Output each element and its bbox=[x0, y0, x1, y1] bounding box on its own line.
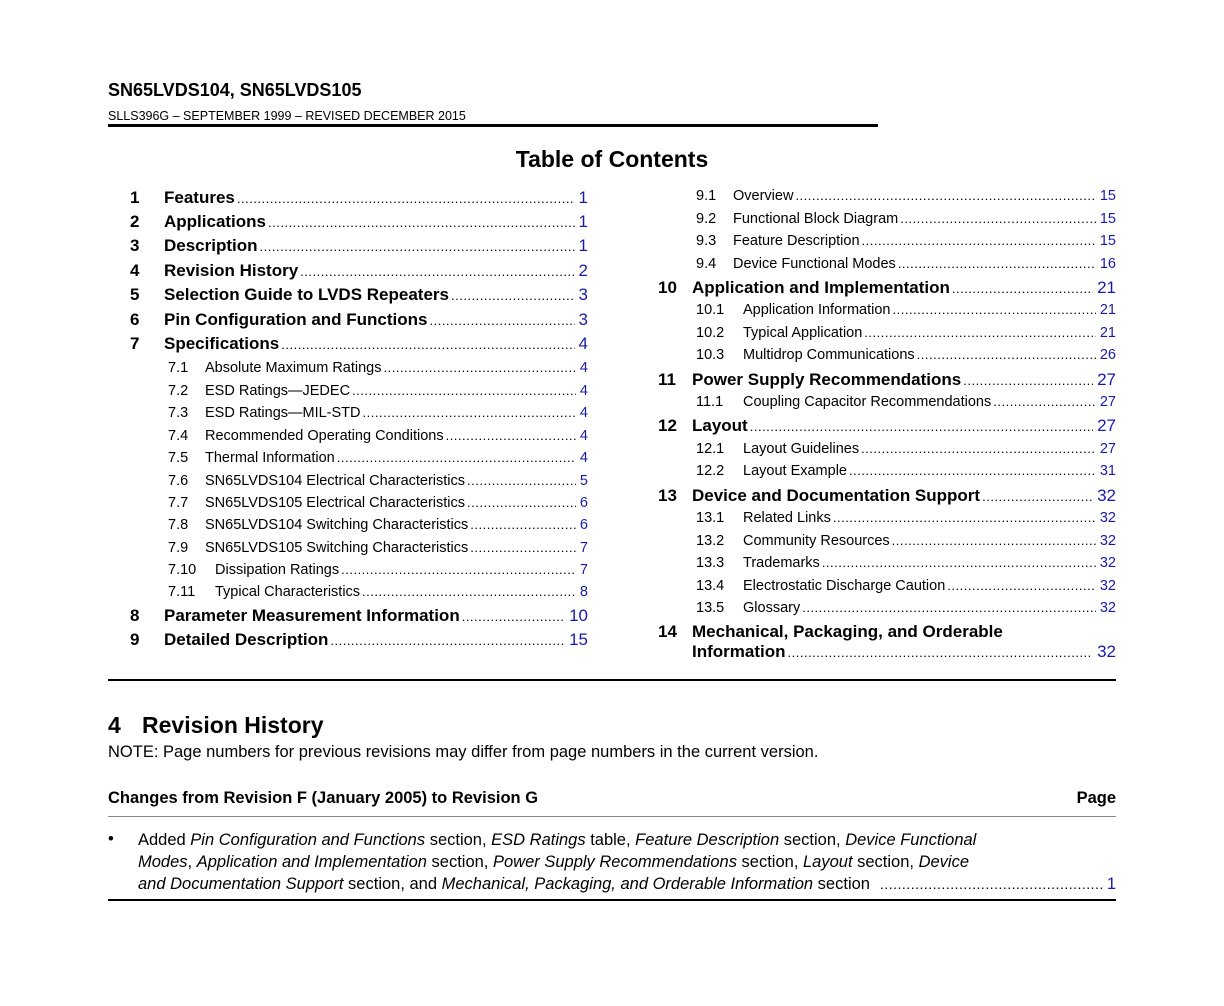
bullet-marker: • bbox=[108, 830, 114, 848]
toc-entry-number: 7.11 bbox=[168, 584, 196, 600]
change-emphasis: and Documentation Support bbox=[138, 875, 344, 893]
toc-page-link[interactable]: 16 bbox=[1099, 256, 1116, 272]
change-text-run: section, and bbox=[343, 875, 442, 893]
toc-entry[interactable] bbox=[130, 630, 588, 650]
toc-entry-number: 7.2 bbox=[168, 383, 189, 399]
toc-title: Table of Contents bbox=[515, 146, 709, 172]
bottom-rule bbox=[108, 899, 1116, 901]
toc-page-link[interactable]: 7 bbox=[579, 562, 588, 578]
dot-leader bbox=[862, 233, 1096, 248]
toc-entry-label: SN65LVDS105 Switching Characteristics bbox=[205, 540, 469, 556]
toc-entry[interactable] bbox=[130, 212, 588, 232]
dot-leader bbox=[337, 450, 576, 465]
toc-page-link[interactable]: 27 bbox=[1099, 441, 1116, 457]
dot-leader bbox=[363, 405, 576, 420]
toc-entry-number: 10.1 bbox=[696, 302, 725, 318]
toc-page-link[interactable]: 15 bbox=[1099, 211, 1116, 227]
toc-entry-label: Selection Guide to LVDS Repeaters bbox=[164, 285, 449, 304]
toc-entry-number: 9.1 bbox=[696, 188, 717, 204]
toc-entry[interactable] bbox=[130, 450, 588, 466]
toc-page-link[interactable]: 32 bbox=[1097, 642, 1116, 661]
toc-page-link[interactable]: 31 bbox=[1099, 463, 1116, 479]
toc-entry-label: Community Resources bbox=[743, 533, 890, 549]
toc-entry-label: Application and Implementation bbox=[692, 278, 950, 297]
toc-entry[interactable] bbox=[130, 334, 588, 354]
page-column-header: Page bbox=[1076, 789, 1116, 807]
toc-entry-label: SN65LVDS104 Electrical Characteristics bbox=[205, 473, 466, 489]
toc-entry-label: Multidrop Communications bbox=[743, 347, 915, 363]
toc-page-link[interactable]: 8 bbox=[579, 584, 588, 600]
dot-leader bbox=[982, 489, 1093, 504]
change-text-run: table, bbox=[585, 831, 636, 849]
toc-entry-number: 7.7 bbox=[168, 495, 189, 511]
toc-entry-label: Pin Configuration and Functions bbox=[164, 310, 428, 329]
toc-entry-label: Power Supply Recommendations bbox=[692, 370, 962, 389]
change-emphasis: Layout bbox=[803, 853, 853, 871]
change-emphasis: Application and Implementation bbox=[196, 853, 427, 871]
toc-entry-number: 13.3 bbox=[696, 555, 725, 571]
document-title: SN65LVDS104, SN65LVDS105 bbox=[108, 80, 362, 100]
toc-page-link[interactable]: 32 bbox=[1099, 600, 1116, 616]
toc-entry-label: ESD Ratings—MIL-STD bbox=[205, 405, 361, 421]
toc-entry-number: 13 bbox=[658, 486, 677, 505]
toc-entry-number: 9.4 bbox=[696, 256, 717, 272]
toc-entry[interactable] bbox=[130, 360, 588, 376]
toc-entry-label: SN65LVDS105 Electrical Characteristics bbox=[205, 495, 466, 511]
toc-entry-label: Functional Block Diagram bbox=[733, 211, 899, 227]
toc-entry[interactable] bbox=[658, 302, 1116, 318]
dot-leader bbox=[861, 441, 1096, 456]
toc-page-link[interactable]: 15 bbox=[1099, 188, 1116, 204]
toc-entry-number: 4 bbox=[130, 261, 140, 280]
toc-page-link[interactable]: 4 bbox=[579, 450, 588, 466]
toc-entry[interactable] bbox=[130, 285, 588, 305]
dot-leader bbox=[849, 463, 1096, 478]
toc-entry-number: 7.1 bbox=[168, 360, 189, 376]
change-emphasis: Modes bbox=[138, 853, 188, 871]
change-text-run: Added bbox=[138, 831, 191, 849]
toc-page-link[interactable]: 27 bbox=[1097, 370, 1116, 389]
toc-entry-number: 10 bbox=[658, 278, 677, 297]
toc-entry-label: Glossary bbox=[743, 600, 801, 616]
change-page-link[interactable]: 1 bbox=[1106, 875, 1116, 893]
section-number: 4 bbox=[108, 712, 121, 738]
toc-page-link[interactable]: 1 bbox=[578, 236, 588, 255]
change-emphasis: Feature Description bbox=[635, 831, 780, 849]
toc-entry-number: 13.1 bbox=[696, 510, 725, 526]
toc-page-link[interactable]: 27 bbox=[1097, 416, 1116, 435]
dot-leader bbox=[963, 373, 1093, 388]
toc-entry-label: Electrostatic Discharge Caution bbox=[743, 578, 946, 594]
toc-page-link[interactable]: 4 bbox=[579, 360, 588, 376]
toc-entry-number: 7 bbox=[130, 334, 140, 353]
change-text-run: section bbox=[813, 875, 870, 893]
change-emphasis: Power Supply Recommendations bbox=[492, 853, 737, 871]
dot-leader bbox=[362, 584, 576, 599]
toc-entry[interactable] bbox=[658, 233, 1116, 249]
toc-page-link[interactable]: 1 bbox=[578, 188, 588, 207]
dot-leader bbox=[446, 428, 576, 443]
toc-entry-label: Application Information bbox=[743, 302, 891, 318]
toc-entry-number: 10.2 bbox=[696, 325, 725, 341]
toc-entry-number: 14 bbox=[658, 622, 677, 641]
change-text-run: section, bbox=[852, 853, 919, 871]
dot-leader bbox=[947, 578, 1096, 593]
toc-page-link[interactable]: 5 bbox=[579, 473, 588, 489]
toc-entry[interactable] bbox=[130, 606, 588, 626]
dot-leader bbox=[330, 633, 565, 648]
toc-page-link[interactable]: 4 bbox=[578, 334, 588, 353]
toc-entry[interactable] bbox=[658, 211, 1116, 227]
toc-page-link[interactable]: 4 bbox=[579, 428, 588, 444]
change-item bbox=[138, 829, 1116, 895]
toc-entry-label: ESD Ratings—JEDEC bbox=[205, 383, 351, 399]
dot-leader bbox=[917, 347, 1096, 362]
toc-entry-number: 7.10 bbox=[168, 562, 197, 578]
toc-page-link[interactable]: 15 bbox=[569, 630, 588, 649]
dot-leader bbox=[451, 288, 575, 303]
toc-entry-continuation[interactable] bbox=[692, 642, 1116, 662]
toc-entry-number: 7.9 bbox=[168, 540, 189, 556]
toc-page-link[interactable]: 6 bbox=[579, 517, 588, 533]
toc-entry[interactable] bbox=[658, 578, 1116, 594]
toc-page-link[interactable]: 21 bbox=[1099, 302, 1116, 318]
toc-page-link[interactable]: 32 bbox=[1099, 555, 1116, 571]
dot-leader bbox=[892, 533, 1096, 548]
toc-page-link[interactable]: 15 bbox=[1099, 233, 1116, 249]
revision-history-heading bbox=[108, 712, 324, 739]
toc-entry-number: 1 bbox=[130, 188, 140, 207]
toc-entry[interactable] bbox=[658, 370, 1116, 390]
toc-entry-number: 5 bbox=[130, 285, 140, 304]
dot-leader bbox=[880, 873, 1103, 895]
dot-leader bbox=[268, 215, 575, 230]
dot-leader bbox=[795, 188, 1095, 203]
toc-entry[interactable] bbox=[658, 510, 1116, 526]
toc-entry-label: Recommended Operating Conditions bbox=[205, 428, 444, 444]
toc-entry[interactable] bbox=[658, 325, 1116, 341]
dot-leader bbox=[802, 600, 1096, 615]
toc-entry[interactable] bbox=[658, 416, 1116, 436]
toc-page-link[interactable]: 32 bbox=[1099, 510, 1116, 526]
toc-entry-number: 12.1 bbox=[696, 441, 725, 457]
change-emphasis: Device Functional bbox=[845, 831, 977, 849]
toc-entry[interactable] bbox=[130, 310, 588, 330]
toc-page-link[interactable]: 10 bbox=[569, 606, 588, 625]
toc-page-link[interactable]: 4 bbox=[579, 405, 588, 421]
toc-entry-number: 12 bbox=[658, 416, 677, 435]
toc-page-link[interactable]: 3 bbox=[578, 285, 588, 304]
dot-leader bbox=[300, 264, 574, 279]
revision-note: NOTE: Page numbers for previous revisions may differ from page numbers in the current version. bbox=[108, 743, 819, 761]
toc-entry-number: 13.4 bbox=[696, 578, 725, 594]
change-emphasis: Device bbox=[918, 853, 970, 871]
toc-page-link[interactable]: 26 bbox=[1099, 347, 1116, 363]
toc-entry[interactable] bbox=[130, 473, 588, 489]
dot-leader bbox=[898, 256, 1096, 271]
toc-entry-number: 10.3 bbox=[696, 347, 725, 363]
changes-header: Changes from Revision F (January 2005) to Revision G bbox=[108, 789, 539, 807]
toc-entry[interactable] bbox=[130, 428, 588, 444]
toc-entry[interactable] bbox=[658, 555, 1116, 571]
section-title: Revision History bbox=[142, 712, 324, 738]
toc-entry-label: Layout bbox=[692, 416, 748, 435]
header-rule bbox=[108, 124, 878, 127]
toc-entry[interactable] bbox=[130, 236, 588, 256]
change-line bbox=[138, 829, 1116, 851]
dot-leader bbox=[864, 325, 1096, 340]
toc-page-link[interactable]: 3 bbox=[578, 310, 588, 329]
document-subtitle: SLLS396G – SEPTEMBER 1999 – REVISED DECEMBER 2015 bbox=[108, 109, 466, 123]
toc-entry[interactable] bbox=[130, 188, 588, 208]
toc-entry-label: Applications bbox=[164, 212, 267, 231]
toc-page-link[interactable]: 7 bbox=[579, 540, 588, 556]
toc-page-link[interactable]: 32 bbox=[1099, 533, 1116, 549]
toc-entry[interactable] bbox=[658, 486, 1116, 506]
toc-entry-label: Parameter Measurement Information bbox=[164, 606, 460, 625]
toc-entry-number: 9.3 bbox=[696, 233, 717, 249]
toc-entry-number: 12.2 bbox=[696, 463, 725, 479]
toc-entry-number: 7.8 bbox=[168, 517, 189, 533]
dot-leader bbox=[462, 609, 565, 624]
toc-entry[interactable] bbox=[130, 584, 588, 600]
toc-entry-label: Layout Example bbox=[743, 463, 847, 479]
toc-entry-label: Specifications bbox=[164, 334, 280, 353]
toc-entry-label: SN65LVDS104 Switching Characteristics bbox=[205, 517, 469, 533]
toc-entry-label: Features bbox=[164, 188, 235, 207]
dot-leader bbox=[952, 281, 1093, 296]
dot-leader bbox=[470, 517, 576, 532]
changes-header-row bbox=[108, 789, 1116, 808]
toc-entry-label: Detailed Description bbox=[164, 630, 329, 649]
toc-entry-number: 11 bbox=[658, 370, 676, 389]
toc-entry-number: 11.1 bbox=[696, 394, 724, 410]
toc-entry-label: Revision History bbox=[164, 261, 299, 280]
change-emphasis: Pin Configuration and Functions bbox=[190, 831, 426, 849]
toc-entry-number: 9.2 bbox=[696, 211, 717, 227]
toc-entry-label-cont: Information bbox=[692, 642, 786, 661]
toc-entry-label: Description bbox=[164, 236, 258, 255]
dot-leader bbox=[900, 211, 1096, 226]
toc-entry[interactable] bbox=[658, 278, 1116, 298]
toc-entry-label: Trademarks bbox=[743, 555, 820, 571]
toc-entry[interactable] bbox=[658, 463, 1116, 479]
dot-leader bbox=[467, 473, 576, 488]
toc-entry-label: Overview bbox=[733, 188, 794, 204]
change-text-run: , bbox=[187, 853, 197, 871]
toc-page-link[interactable]: 32 bbox=[1097, 486, 1116, 505]
toc-entry[interactable] bbox=[658, 622, 1116, 642]
toc-page-link[interactable]: 32 bbox=[1099, 578, 1116, 594]
toc-page-link[interactable]: 4 bbox=[579, 383, 588, 399]
toc-entry-number: 9 bbox=[130, 630, 140, 649]
toc-entry[interactable] bbox=[658, 256, 1116, 272]
dot-leader bbox=[352, 383, 576, 398]
dot-leader bbox=[750, 419, 1093, 434]
toc-entry-label: Typical Application bbox=[743, 325, 863, 341]
toc-entry[interactable] bbox=[658, 188, 1116, 204]
change-line bbox=[138, 873, 1116, 895]
toc-page-link[interactable]: 21 bbox=[1099, 325, 1116, 341]
dot-leader bbox=[788, 645, 1094, 660]
toc-entry[interactable] bbox=[130, 405, 588, 421]
change-text-run: section, bbox=[425, 831, 492, 849]
toc-entry-label: Coupling Capacitor Recommendations bbox=[743, 394, 992, 410]
toc-entry-number: 2 bbox=[130, 212, 140, 231]
toc-entry-number: 3 bbox=[130, 236, 140, 255]
toc-entry-number: 6 bbox=[130, 310, 140, 329]
toc-page-link[interactable]: 1 bbox=[578, 212, 588, 231]
toc-page-link[interactable]: 27 bbox=[1099, 394, 1116, 410]
change-line bbox=[138, 851, 1116, 873]
toc-entry-label: Thermal Information bbox=[205, 450, 335, 466]
toc-entry-label: Typical Characteristics bbox=[215, 584, 361, 600]
toc-entry-label: Layout Guidelines bbox=[743, 441, 860, 457]
toc-entry-number: 7.4 bbox=[168, 428, 189, 444]
toc-entry-number: 7.6 bbox=[168, 473, 189, 489]
change-text-run: section, bbox=[736, 853, 803, 871]
dot-leader bbox=[822, 555, 1096, 570]
toc-entry[interactable] bbox=[130, 517, 588, 533]
toc-entry-number: 8 bbox=[130, 606, 140, 625]
toc-entry[interactable] bbox=[130, 562, 588, 578]
change-emphasis: Mechanical, Packaging, and Orderable Information bbox=[441, 875, 814, 893]
change-emphasis: ESD Ratings bbox=[491, 831, 586, 849]
change-text-run: section, bbox=[426, 853, 493, 871]
toc-entry-label: Device Functional Modes bbox=[733, 256, 896, 272]
toc-entry-number: 7.3 bbox=[168, 405, 189, 421]
section-divider bbox=[108, 679, 1116, 681]
toc-entry-label: Feature Description bbox=[733, 233, 860, 249]
toc-entry[interactable] bbox=[658, 441, 1116, 457]
toc-entry[interactable] bbox=[130, 495, 588, 511]
dot-leader bbox=[993, 394, 1096, 409]
toc-entry-number: 7.5 bbox=[168, 450, 189, 466]
toc-entry[interactable] bbox=[130, 383, 588, 399]
dot-leader bbox=[237, 191, 575, 206]
dot-leader bbox=[893, 302, 1096, 317]
dot-leader bbox=[833, 510, 1096, 525]
dot-leader bbox=[429, 313, 574, 328]
dot-leader bbox=[341, 562, 576, 577]
toc-entry-number: 13.5 bbox=[696, 600, 725, 616]
change-text-run: section, bbox=[779, 831, 846, 849]
toc-entry[interactable] bbox=[658, 394, 1116, 410]
toc-entry-label: Dissipation Ratings bbox=[215, 562, 340, 578]
dot-leader bbox=[384, 360, 576, 375]
toc-page-link[interactable]: 2 bbox=[578, 261, 588, 280]
toc-entry-label: Mechanical, Packaging, and Orderable bbox=[692, 622, 1003, 641]
toc-entry[interactable] bbox=[130, 540, 588, 556]
dot-leader bbox=[467, 495, 576, 510]
toc-entry[interactable] bbox=[658, 347, 1116, 363]
toc-entry[interactable] bbox=[658, 600, 1116, 616]
toc-entry[interactable] bbox=[130, 261, 588, 281]
dot-leader bbox=[470, 540, 576, 555]
dot-leader bbox=[260, 239, 575, 254]
toc-page-link[interactable]: 6 bbox=[579, 495, 588, 511]
toc-entry-label: Absolute Maximum Ratings bbox=[205, 360, 382, 376]
toc-page-link[interactable]: 21 bbox=[1097, 278, 1116, 297]
toc-entry[interactable] bbox=[658, 533, 1116, 549]
changes-rule bbox=[108, 816, 1116, 817]
toc-entry-label: Related Links bbox=[743, 510, 831, 526]
dot-leader bbox=[281, 337, 574, 352]
toc-entry-label: Device and Documentation Support bbox=[692, 486, 981, 505]
toc-entry-number: 13.2 bbox=[696, 533, 725, 549]
